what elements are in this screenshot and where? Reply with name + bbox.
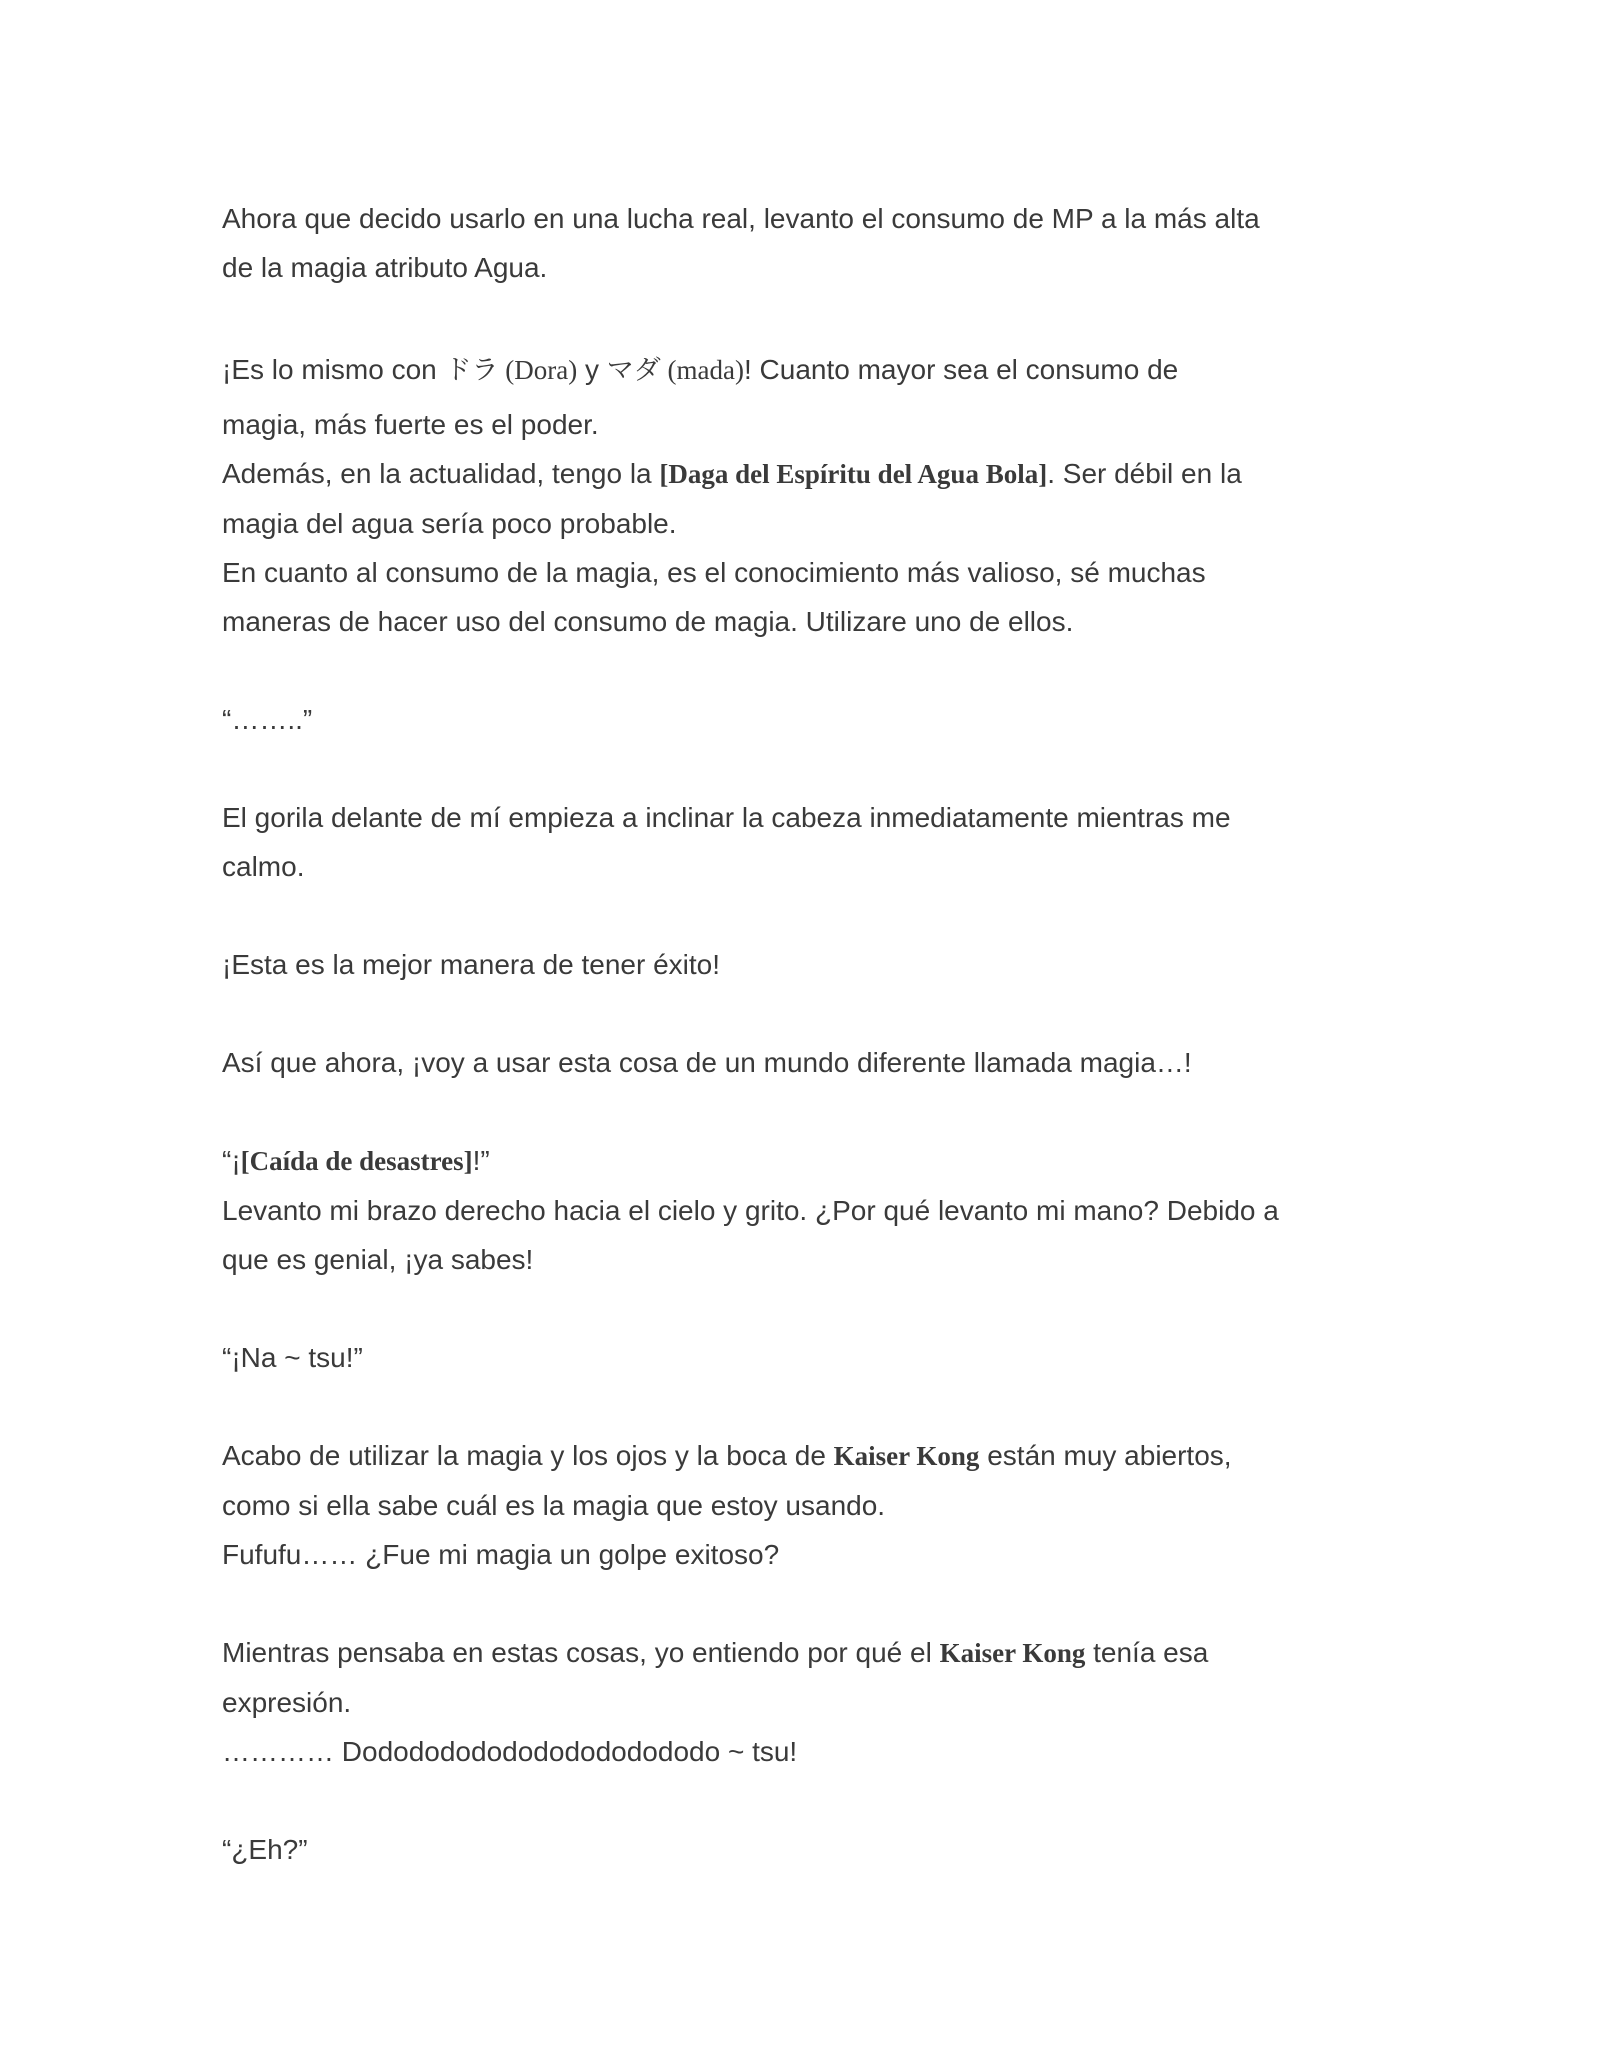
paragraph-line: magia, más fuerte es el poder. <box>222 409 599 440</box>
paragraph-line: Así que ahora, ¡voy a usar esta cosa de un mundo diferente llamada magia…! <box>222 1047 1192 1078</box>
text-run: “¡ <box>222 1145 241 1176</box>
character-name: Kaiser Kong <box>939 1638 1086 1668</box>
paragraph-line: ………… Dodododododododododododo ~ tsu! <box>222 1736 798 1767</box>
text-run: ¡Es lo mismo con <box>222 354 445 385</box>
paragraph-line: calmo. <box>222 851 305 882</box>
romaji-text: (mada) <box>660 355 744 385</box>
paragraph-line: El gorila delante de mí empieza a inclinar la cabeza inmediatamente mientras me <box>222 802 1231 833</box>
character-name: Kaiser Kong <box>833 1441 980 1471</box>
paragraph-line <box>222 1136 1402 1186</box>
text-run: tenía esa <box>1085 1637 1209 1668</box>
text-run: y <box>577 354 607 385</box>
paragraph-line <box>222 1431 1402 1481</box>
paragraph-line: Ahora que decido usarlo en una lucha real, levanto el consumo de MP a la más alta <box>222 203 1260 234</box>
paragraph-line: “¡Na ~ tsu!” <box>222 1342 363 1373</box>
paragraph-line: Fufufu…… ¿Fue mi magia un golpe exitoso? <box>222 1539 780 1570</box>
paragraph-line: En cuanto al consumo de la magia, es el conocimiento más valioso, sé muchas <box>222 557 1206 588</box>
text-run: Mientras pensaba en estas cosas, yo entiendo por qué el <box>222 1637 940 1668</box>
paragraph-line: magia del agua sería poco probable. <box>222 508 677 539</box>
text-run: . Ser débil en la <box>1047 458 1242 489</box>
text-run: están muy abiertos, <box>979 1440 1232 1471</box>
paragraph-line: expresión. <box>222 1687 352 1718</box>
text-run: Además, en la actualidad, tengo la <box>222 458 660 489</box>
text-run: Acabo de utilizar la magia y los ojos y la boca de <box>222 1440 834 1471</box>
paragraph-line: como si ella sabe cuál es la magia que estoy usando. <box>222 1490 886 1521</box>
paragraph-line: Levanto mi brazo derecho hacia el cielo y grito. ¿Por qué levanto mi mano? Debido a <box>222 1195 1279 1226</box>
spell-name: [Caída de desastres] <box>240 1146 473 1176</box>
paragraph-line: maneras de hacer uso del consumo de magia. Utilizare uno de ellos. <box>222 606 1074 637</box>
romaji-text: (Dora) <box>498 355 578 385</box>
paragraph-line: de la magia atributo Agua. <box>222 252 548 283</box>
paragraph-line <box>222 1628 1402 1678</box>
japanese-text: マダ <box>606 355 661 386</box>
item-name: [Daga del Espíritu del Agua Bola] <box>659 459 1048 489</box>
paragraph-line <box>222 449 1402 499</box>
text-run: !” <box>472 1145 490 1176</box>
paragraph-line: “¿Eh?” <box>222 1834 308 1865</box>
japanese-text: ドラ <box>444 355 499 386</box>
paragraph-line: que es genial, ¡ya sabes! <box>222 1244 534 1275</box>
paragraph-line: ¡Esta es la mejor manera de tener éxito! <box>222 949 721 980</box>
text-run: ! Cuanto mayor sea el consumo de <box>743 354 1179 385</box>
paragraph-line <box>222 341 1402 400</box>
document-page <box>222 194 1402 1874</box>
paragraph-line: “……..” <box>222 704 313 735</box>
